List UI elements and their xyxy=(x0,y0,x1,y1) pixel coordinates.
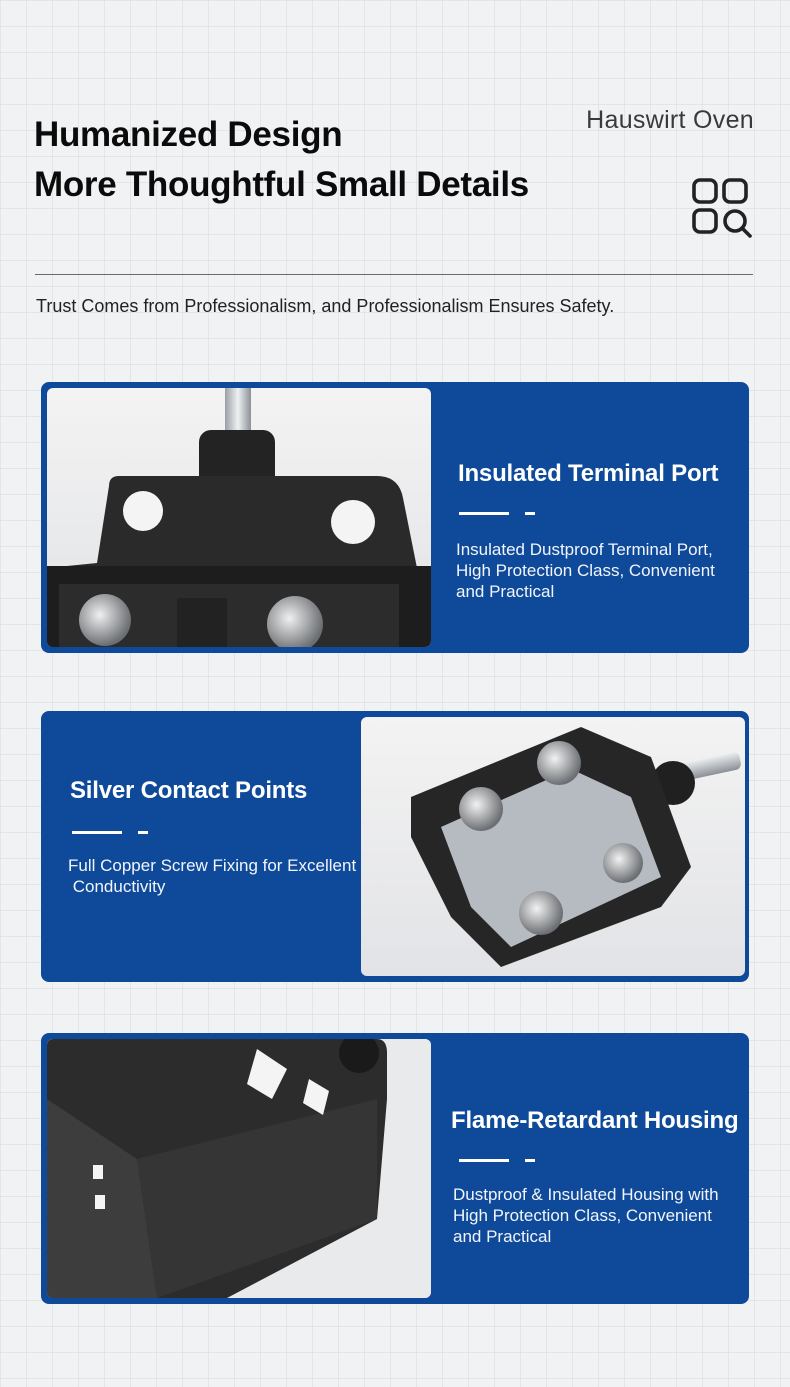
headline-line-2: More Thoughtful Small Details xyxy=(34,165,529,204)
feature-card-contact-points xyxy=(41,711,749,982)
description-line: Conductivity xyxy=(68,877,166,896)
description-line: Full Copper Screw Fixing for Excellent xyxy=(68,856,357,875)
description-line: Dustproof & Insulated Housing with xyxy=(453,1185,719,1204)
description-line: High Protection Class, Convenient xyxy=(453,1206,712,1225)
headline-line-1: Humanized Design xyxy=(34,115,343,154)
dash-decoration xyxy=(459,512,535,515)
page-headline xyxy=(34,110,529,210)
description-line: and Practical xyxy=(453,1227,552,1246)
dash-decoration xyxy=(459,1159,535,1162)
feature-description xyxy=(453,1184,719,1247)
feature-description xyxy=(68,855,356,897)
description-line: High Protection Class, Convenient xyxy=(456,561,715,580)
dash-decoration xyxy=(72,831,148,834)
terminal-port-image xyxy=(47,388,431,647)
feature-card-housing xyxy=(41,1033,749,1304)
feature-title: Silver Contact Points xyxy=(70,777,308,804)
tagline: Trust Comes from Professionalism, and Professionalism Ensures Safety. xyxy=(36,296,615,316)
contact-points-image xyxy=(361,717,745,976)
description-line: and Practical xyxy=(456,582,555,601)
feature-description xyxy=(456,539,715,602)
feature-title: Insulated Terminal Port xyxy=(458,460,719,487)
feature-title: Flame-Retardant Housing xyxy=(451,1107,739,1134)
grid-search-icon xyxy=(690,176,754,240)
feature-card-terminal-port xyxy=(41,382,749,653)
header-divider xyxy=(35,274,753,275)
description-line: Insulated Dustproof Terminal Port, xyxy=(456,540,713,559)
housing-image xyxy=(47,1039,431,1298)
brand-name: Hauswirt Oven xyxy=(586,106,754,134)
